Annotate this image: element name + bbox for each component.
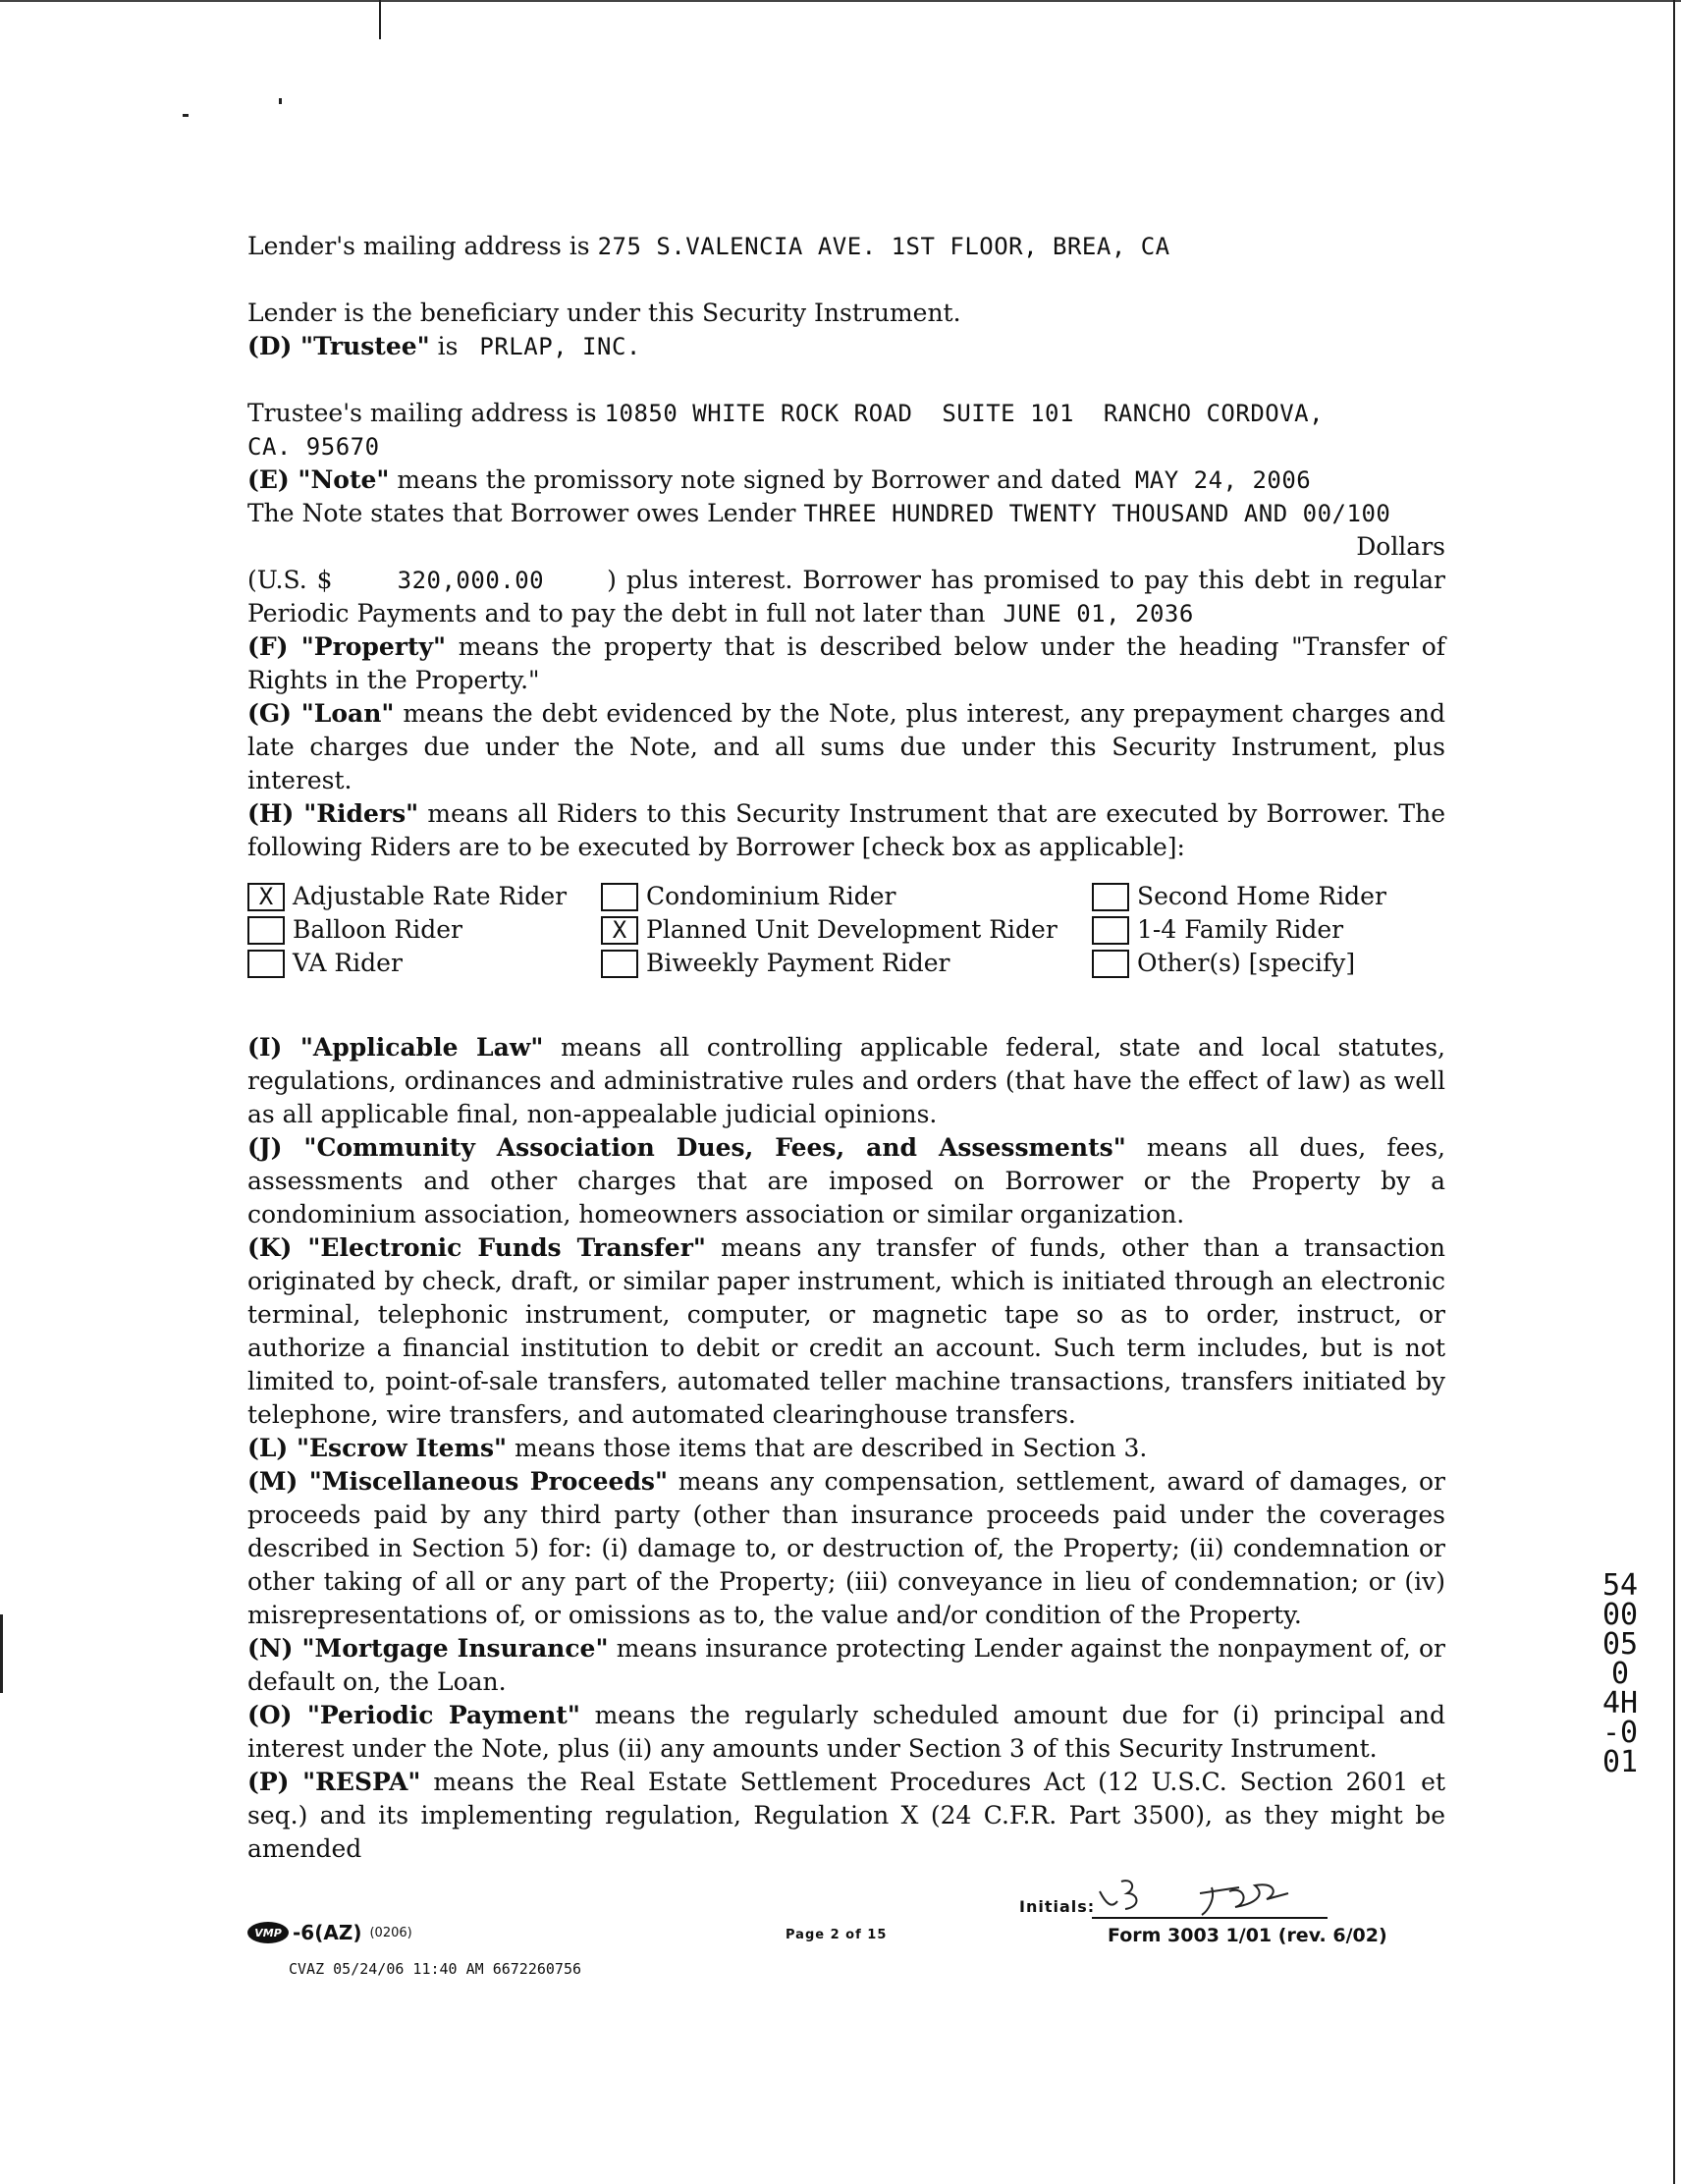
document-body [247,230,1445,1866]
riders-definition: (H) "Riders" means all Riders to this Security Instrument that are executed by Borrower. The following Riders are to be executed by Borrower [check box as applicable]: [247,799,1446,861]
rider-balloon[interactable]: Balloon Rider [247,913,601,947]
rider-checkbox[interactable]: X [247,883,285,911]
beneficiary-statement: Lender is the beneficiary under this Security Instrument. [247,299,961,327]
respa-definition: (P) "RESPA" means the Real Estate Settlement Procedures Act (12 U.S.C. Section 2601 et seq.) and its implementing regulation, Regulation X (24 C.F.R. Part 3500), as they might be amended [247,1768,1445,1863]
rider-checkbox[interactable] [247,950,285,978]
rider-checkbox[interactable] [601,883,638,911]
misc-proceeds-definition: (M) "Miscellaneous Proceeds" means any compensation, settlement, award of damages, or proceeds paid by any third party (other than insurance proceeds paid under the coverages described in Section 5) for: (i) damage to, or destruction of, the Property; (ii) condemnation or other taking of all or any part of the Property; (iii) conveyance in lieu of condemnation; or (iv) misrepresentations of, or omissions as to, the value and/or condition of the Property. [247,1467,1445,1629]
trustee-name: PRLAP, INC. [479,333,641,360]
property-definition: (F) "Property" means the property that is described below under the heading "Transfer of Rights in the Property." [247,632,1445,694]
periodic-payment-definition: (O) "Periodic Payment" means the regularly scheduled amount due for (i) principal and interest under the Note, plus (ii) any amounts under Section 3 of this Security Instrument. [247,1701,1445,1763]
rider-condominium[interactable]: Condominium Rider [601,880,1092,913]
trustee-address-line2: CA. 95670 [247,433,380,461]
rider-1-4-family[interactable]: 1-4 Family Rider [1092,913,1445,947]
dollars-line: Dollars [1356,532,1445,561]
trustee-address-line1: 10850 WHITE ROCK ROAD SUITE 101 RANCHO CORDOVA, [604,400,1325,427]
lender-address-value: 275 S.VALENCIA AVE. 1ST FLOOR, BREA, CA [597,233,1170,260]
print-stamp: CVAZ 05/24/06 11:40 AM 6672260756 [289,1960,582,1978]
eft-definition: (K) "Electronic Funds Transfer" means any transfer of funds, other than a transaction originated by check, draft, or similar paper instrument, which is initiated through an electronic terminal, telephonic instrument, computer, or magnetic tape so as to order, instruct, or authorize a financial institution to debit or credit an account. Such term includes, but is not limited to, point-of-sale transfers, automated teller machine transactions, transfers initiated by telephone, wire transfers, and automated clearinghouse transfers. [247,1233,1445,1429]
lender-address: Lender's mailing address is 275 S.VALENCIA AVE. 1ST FLOOR, BREA, CA [247,232,1170,260]
side-document-number: 5400050 4H-001 [1601,1568,1639,1779]
vmp-form-code: VMP -6(AZ) (0206) [247,1921,412,1944]
riders-checklist [247,880,1445,980]
scan-speck [379,0,381,39]
loan-definition: (G) "Loan" means the debt evidenced by the Note, plus interest, any prepayment charges and late charges due under the Note, and all sums due under this Security Instrument, plus interest. [247,699,1445,794]
note-amount-words: THREE HUNDRED TWENTY THOUSAND AND 00/100 [803,500,1391,527]
rider-va[interactable]: VA Rider [247,947,601,980]
community-association-definition: (J) "Community Association Dues, Fees, and Assessments" means all dues, fees, assessments and other charges that are imposed on Borrower or the Property by a condominium association, homeowners association or similar organization. [247,1133,1445,1228]
applicable-law-definition: (I) "Applicable Law" means all controlling applicable federal, state and local statutes, regulations, ordinances and administrative rules and orders (that have the effect of law) as well as all applicable final, non-appealable judicial opinions. [247,1033,1445,1128]
note-date: MAY 24, 2006 [1134,466,1312,494]
rider-planned-unit-development[interactable]: X Planned Unit Development Rider [601,913,1092,947]
rider-adjustable-rate[interactable]: X Adjustable Rate Rider [247,880,601,913]
scan-speck [183,114,189,117]
trustee-definition: (D) "Trustee" is PRLAP, INC. [247,332,641,360]
rider-checkbox[interactable] [601,950,638,978]
maturity-date: JUNE 01, 2036 [1003,600,1194,628]
page-number: Page 2 of 15 [786,1928,888,1942]
handwritten-initials-signature [1092,1864,1347,1923]
initials-line [1092,1917,1328,1919]
form-number: Form 3003 1/01 (rev. 6/02) [1108,1925,1387,1946]
rider-other[interactable]: Other(s) [specify] [1092,947,1445,980]
page-right-edge [1673,0,1675,2184]
vmp-logo-icon: VMP [247,1922,289,1943]
page-top-edge [0,0,1681,2]
initials-label: Initials: [1019,1897,1096,1916]
note-amount: 320,000.00 [397,567,545,594]
escrow-items-definition: (L) "Escrow Items" means those items that are described in Section 3. [247,1434,1148,1462]
rider-second-home[interactable]: Second Home Rider [1092,880,1445,913]
trustee-address: Trustee's mailing address is 10850 WHITE ROCK ROAD SUITE 101 RANCHO CORDOVA, [247,399,1325,427]
rider-checkbox[interactable]: X [601,916,638,945]
rider-checkbox[interactable] [1092,883,1129,911]
scan-speck [279,98,282,104]
note-amount-words-line: The Note states that Borrower owes Lender THREE HUNDRED TWENTY THOUSAND AND 00/100 [247,499,1391,527]
rider-checkbox[interactable] [247,916,285,945]
rider-biweekly-payment[interactable]: Biweekly Payment Rider [601,947,1092,980]
rider-checkbox[interactable] [1092,950,1129,978]
note-amount-line: (U.S. $ 320,000.00 ) plus interest. Borrower has promised to pay this debt in regular Periodic Payments and to pay the debt in full not later than JUNE 01, 2036 [247,566,1446,628]
scan-speck [0,1614,3,1693]
note-definition: (E) "Note" means the promissory note signed by Borrower and dated MAY 24, 2006 [247,465,1312,494]
mortgage-insurance-definition: (N) "Mortgage Insurance" means insurance protecting Lender against the nonpayment of, or default on, the Loan. [247,1634,1445,1696]
rider-checkbox[interactable] [1092,916,1129,945]
